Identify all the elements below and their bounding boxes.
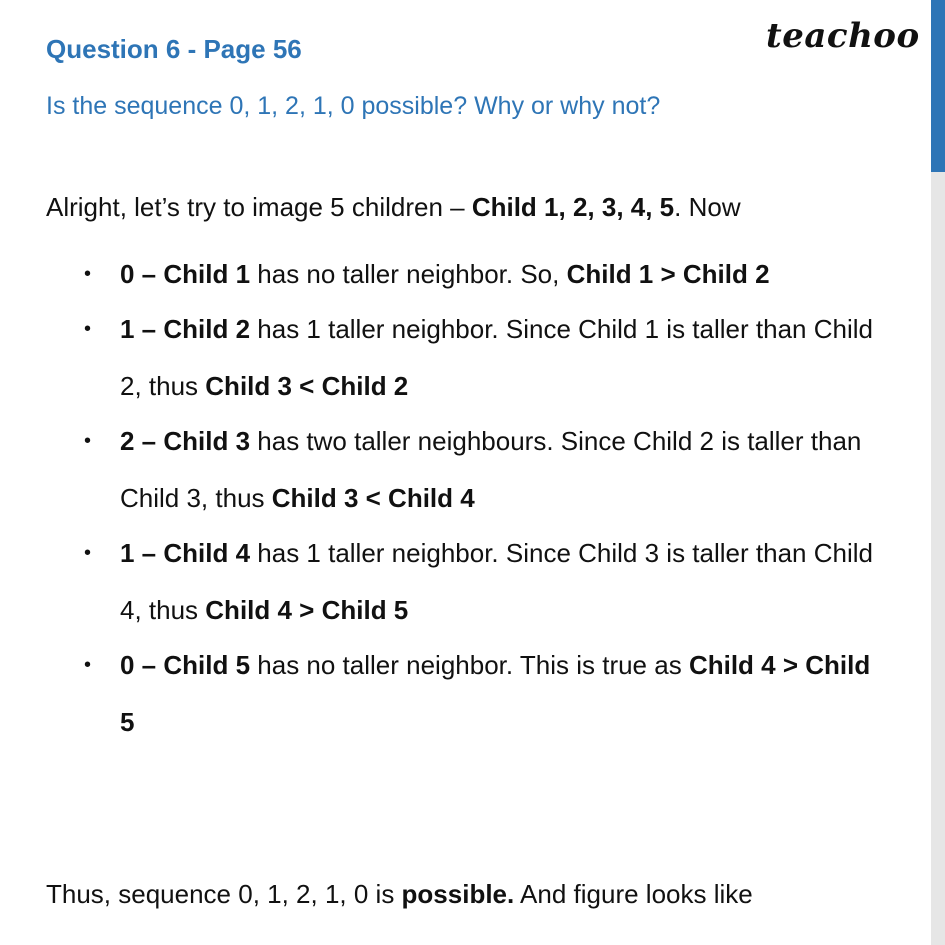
bullet-text bbox=[120, 637, 884, 751]
bullet-text bbox=[120, 525, 884, 639]
bullet-body: has two taller neighbours. Since Child 2 is taller than Child 3, thus bbox=[120, 426, 862, 513]
bullet-bold: Child 3 < Child 4 bbox=[271, 483, 475, 513]
teachoo-logo: teachoo bbox=[766, 16, 920, 56]
bullet-list bbox=[84, 254, 884, 759]
bullet-bold: Child 4 > Child 5 bbox=[205, 595, 409, 625]
bullet-dot-icon: • bbox=[84, 318, 92, 340]
bullet-lead: 2 – Child 3 bbox=[120, 426, 251, 456]
bullet-body: has 1 taller neighbor. Since Child 3 is taller than Child 4, thus bbox=[120, 538, 873, 625]
bullet-lead: 0 – Child 5 bbox=[120, 650, 251, 680]
bullet-dot-icon: • bbox=[84, 654, 92, 676]
intro-text-1: Alright, let’s try to image 5 children – bbox=[46, 192, 472, 222]
bullet-lead: 1 – Child 4 bbox=[120, 538, 251, 568]
right-rail-accent bbox=[931, 0, 945, 172]
bullet-text bbox=[120, 301, 884, 415]
intro-bold: Child 1, 2, 3, 4, 5 bbox=[471, 192, 675, 222]
question-title: Question 6 - Page 56 bbox=[46, 34, 302, 64]
bullet-bold: Child 1 > Child 2 bbox=[566, 259, 770, 289]
bullet-item-child-4 bbox=[84, 525, 884, 639]
conclusion-line bbox=[46, 879, 753, 910]
bullet-body: has no taller neighbor. So, bbox=[250, 259, 567, 289]
bullet-item-child-2 bbox=[84, 301, 884, 415]
bullet-bold: Child 3 < Child 2 bbox=[205, 371, 409, 401]
conclusion-text-2: And figure looks like bbox=[514, 879, 753, 909]
bullet-bold: Child 4 > Child 5 bbox=[120, 650, 871, 737]
bullet-dot-icon: • bbox=[84, 430, 92, 452]
bullet-body: has 1 taller neighbor. Since Child 1 is taller than Child 2, thus bbox=[120, 314, 873, 401]
bullet-item-child-5 bbox=[84, 637, 884, 751]
question-text: Is the sequence 0, 1, 2, 1, 0 possible? Why or why not? bbox=[46, 92, 661, 120]
bullet-item-child-3 bbox=[84, 413, 884, 527]
intro-line bbox=[46, 192, 741, 223]
bullet-body: has no taller neighbor. This is true as bbox=[250, 650, 689, 680]
bullet-lead: 1 – Child 2 bbox=[120, 314, 251, 344]
intro-text-2: . Now bbox=[674, 192, 741, 222]
bullet-text bbox=[120, 246, 884, 303]
bullet-dot-icon: • bbox=[84, 542, 92, 564]
bullet-dot-icon: • bbox=[84, 263, 92, 285]
bullet-lead: 0 – Child 1 bbox=[120, 259, 251, 289]
conclusion-bold: possible. bbox=[401, 879, 515, 909]
conclusion-text-1: Thus, sequence 0, 1, 2, 1, 0 is bbox=[46, 879, 402, 909]
bullet-item-child-1 bbox=[84, 246, 884, 303]
bullet-text bbox=[120, 413, 884, 527]
